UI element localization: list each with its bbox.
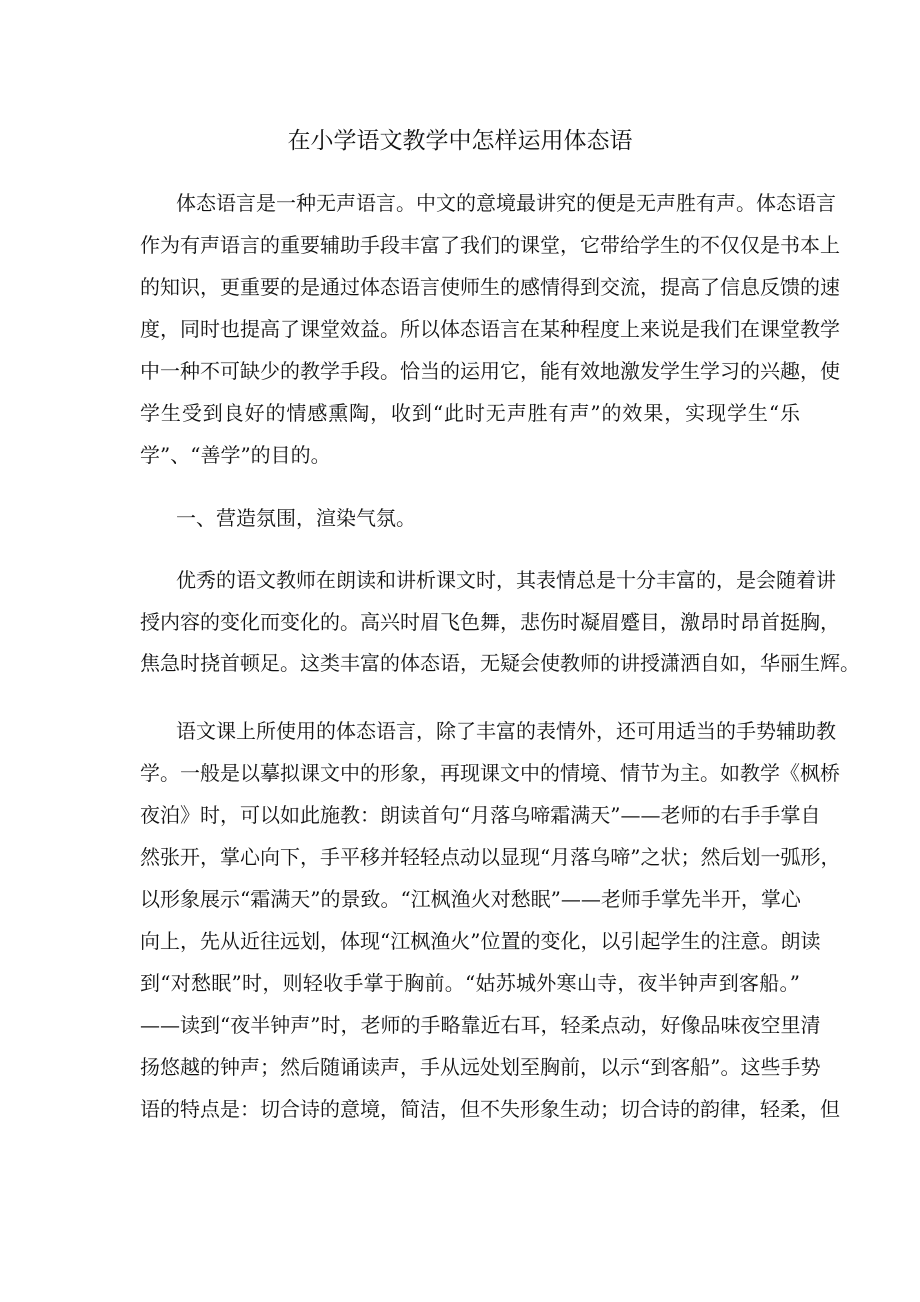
text-line: 语的特点是：切合诗的意境，简洁，但不失形象生动；切合诗的韵律，轻柔，但 [140,1097,840,1121]
text-line: 度，同时也提高了课堂效益。所以体态语言在某种程度上来说是我们在课堂教学 [140,317,840,341]
text-line: 的知识，更重要的是通过体态语言使师生的感情得到交流，提高了信息反馈的速 [140,275,840,299]
text-line: 到“对愁眠”时，则轻收手掌于胸前。“姑苏城外寒山寺，夜半钟声到客船。” [140,971,800,995]
text-line: 向上，先从近往远划，体现“江枫渔火”位置的变化，以引起学生的注意。朗读 [140,929,821,953]
text-line: 中一种不可缺少的教学手段。恰当的运用它，能有效地激发学生学习的兴趣，使 [140,359,840,383]
text-line: 然张开，掌心向下，手平移并轻轻点动以显现“月落乌啼”之状；然后划一弧形， [140,845,841,869]
text-line: 夜泊》时，可以如此施教：朗读首句“月落乌啼霜满天”——老师的右手手掌自 [140,803,821,827]
text-line: 学生受到良好的情感熏陶，收到“此时无声胜有声”的效果，实现学生“乐 [140,401,800,425]
text-line: 作为有声语言的重要辅助手段丰富了我们的课堂，它带给学生的不仅仅是书本上 [140,233,840,257]
text-line: 扬悠越的钟声；然后随诵读声，手从远处划至胸前，以示“到客船”。这些手势 [140,1055,821,1079]
section-heading: 一、营造氛围，渲染气氛。 [176,506,416,530]
text-line: 学。一般是以摹拟课文中的形象，再现课文中的情境、情节为主。如教学《枫桥 [140,761,840,785]
text-line: 焦急时挠首顿足。这类丰富的体态语，无疑会使教师的讲授潇洒自如，华丽生辉。 [140,651,860,675]
text-line: 体态语言是一种无声语言。中文的意境最讲究的便是无声胜有声。体态语言 [176,191,836,215]
text-line: 语文课上所使用的体态语言，除了丰富的表情外，还可用适当的手势辅助教 [176,719,836,743]
text-line: 授内容的变化而变化的。高兴时眉飞色舞，悲伤时凝眉蹙目，激昂时昂首挺胸， [140,610,840,634]
text-line: 以形象展示“霜满天”的景致。“江枫渔火对愁眠”——老师手掌先半开，掌心 [140,887,801,911]
document-title: 在小学语文教学中怎样运用体态语 [287,128,633,154]
text-line: ——读到“夜半钟声”时，老师的手略靠近右耳，轻柔点动，好像品味夜空里清 [140,1013,821,1037]
text-line: 优秀的语文教师在朗读和讲析课文时，其表情总是十分丰富的，是会随着讲 [176,568,836,592]
text-line: 学”、“善学”的目的。 [140,443,331,467]
